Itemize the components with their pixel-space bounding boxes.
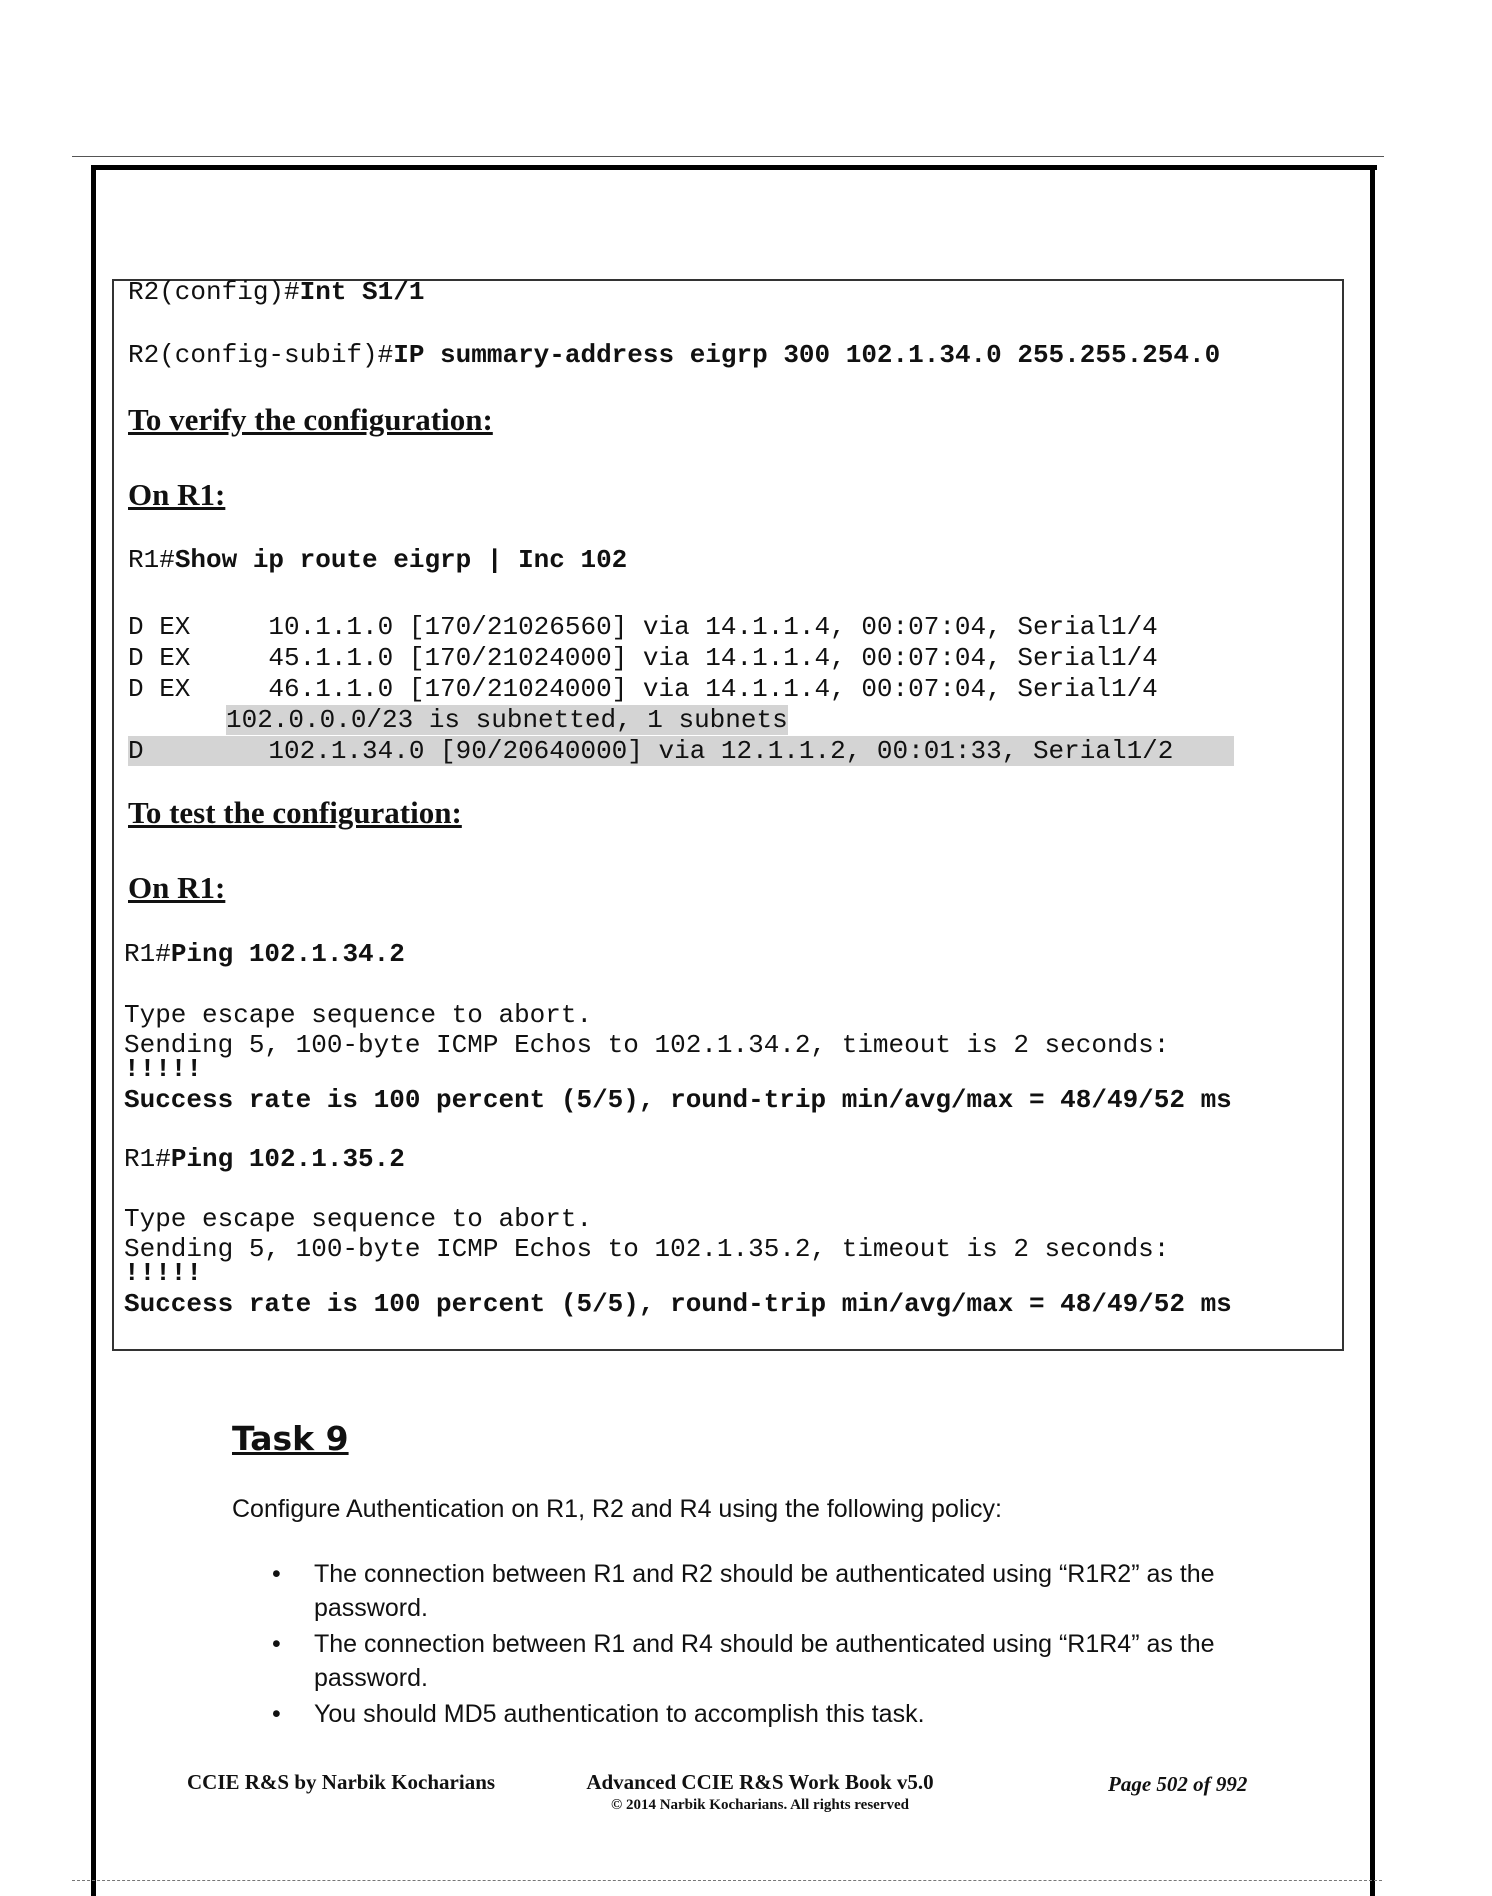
bullet-icon: • [272, 1560, 281, 1588]
ping-bangs [124, 1258, 202, 1288]
ping-result-line [124, 1085, 1232, 1115]
list-item [272, 1627, 1232, 1695]
prompt: R1# [124, 1144, 171, 1174]
ping-output-line: Type escape sequence to abort. [124, 1204, 593, 1234]
command: IP summary-address eigrp 300 [393, 340, 831, 370]
command: Show ip route eigrp | Inc 102 [174, 545, 628, 575]
list-item [272, 1697, 1232, 1731]
prompt: R1# [124, 939, 171, 969]
command-args: 102.1.34.0 255.255.254.0 [830, 340, 1221, 370]
ping-output-line: Sending 5, 100-byte ICMP Echos to 102.1.35.2, timeout is 2 seconds: [124, 1234, 1170, 1264]
test-heading: To test the configuration: [128, 795, 462, 830]
config-line-1 [128, 277, 424, 307]
ping-command-line [124, 939, 405, 969]
bullet-text: The connection between R1 and R4 should be authenticated using “R1R4” as the password. [314, 1630, 1215, 1692]
ping-output-line: Sending 5, 100-byte ICMP Echos to 102.1.34.2, timeout is 2 seconds: [124, 1030, 1170, 1060]
footer-rule [72, 1880, 1382, 1881]
bullet-icon: • [272, 1630, 281, 1658]
ping-output-line: Type escape sequence to abort. [124, 1000, 593, 1030]
bangs: !!!!! [124, 1258, 203, 1288]
prompt: R2(config-subif)# [128, 340, 394, 370]
command: Ping 102.1.34.2 [170, 939, 405, 969]
subnet-line-highlight: 102.0.0.0/23 is subnetted, 1 subnets [226, 705, 788, 735]
footer-copyright: © 2014 Narbik Kocharians. All rights reserved [610, 1797, 909, 1813]
task-bullet-list [272, 1557, 1232, 1733]
bangs: !!!!! [124, 1054, 203, 1084]
summary-route-highlight: D 102.1.34.0 [90/20640000] via 12.1.1.2, 00:01:33, Serial1/2 [128, 736, 1234, 766]
route-line: D EX 10.1.1.0 [170/21026560] via 14.1.1.4, 00:07:04, Serial1/4 [128, 612, 1158, 642]
ping-command-line [124, 1144, 405, 1174]
prompt: R2(config)# [128, 277, 300, 307]
footer-center [500, 1770, 1020, 1814]
prompt: R1# [128, 545, 175, 575]
ping-bangs [124, 1054, 202, 1084]
command: Ping 102.1.35.2 [170, 1144, 405, 1174]
page-frame-right [1370, 165, 1375, 1896]
bullet-icon: • [272, 1700, 281, 1728]
verify-on-r1-heading: On R1: [128, 477, 226, 512]
page-frame-left [91, 165, 96, 1896]
result: Success rate is 100 percent (5/5), round-trip min/avg/max = 48/49/52 ms [124, 1289, 1232, 1319]
verify-heading: To verify the configuration: [128, 402, 493, 437]
command: Int S1/1 [299, 277, 425, 307]
bullet-text: You should MD5 authentication to accomplish this task. [314, 1700, 925, 1728]
verify-command-line [128, 545, 627, 575]
bullet-text: The connection between R1 and R2 should be authenticated using “R1R2” as the password. [314, 1560, 1215, 1622]
page-frame-top [91, 165, 1377, 170]
route-line: D EX 46.1.1.0 [170/21024000] via 14.1.1.4, 00:07:04, Serial1/4 [128, 674, 1158, 704]
list-item [272, 1557, 1232, 1625]
ping-result-line [124, 1289, 1232, 1319]
result: Success rate is 100 percent (5/5), round-trip min/avg/max = 48/49/52 ms [124, 1085, 1232, 1115]
footer-book-title: Advanced CCIE R&S Work Book v5.0 [586, 1770, 934, 1794]
header-rule [72, 156, 1384, 157]
task-description: Configure Authentication on R1, R2 and R4 using the following policy: [232, 1495, 1002, 1523]
test-on-r1-heading: On R1: [128, 870, 226, 905]
task-title: Task 9 [232, 1419, 349, 1458]
footer-page-number: Page 502 of 992 [1108, 1772, 1248, 1796]
config-line-2 [128, 340, 1220, 370]
footer-author: CCIE R&S by Narbik Kocharians [187, 1770, 496, 1794]
route-line: D EX 45.1.1.0 [170/21024000] via 14.1.1.4, 00:07:04, Serial1/4 [128, 643, 1158, 673]
